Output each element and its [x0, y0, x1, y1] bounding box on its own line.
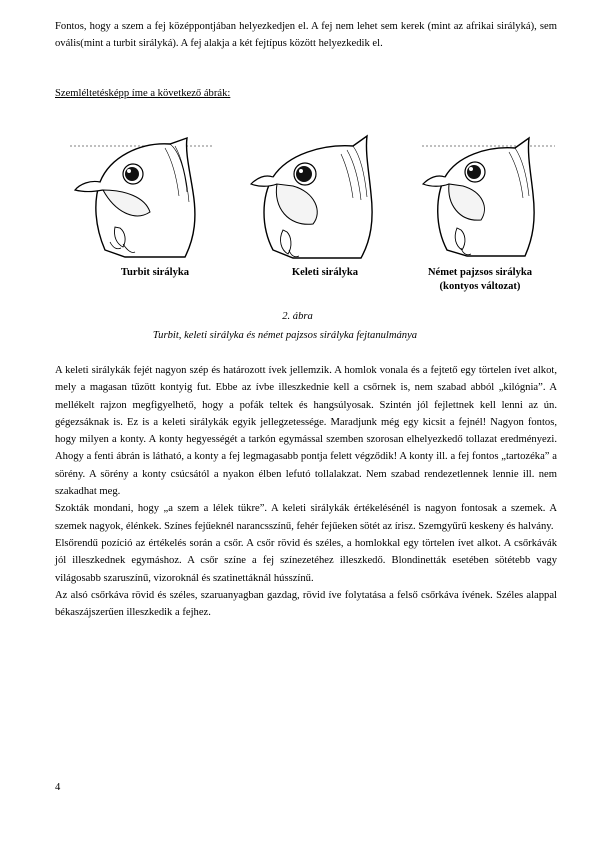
figure-title: Turbit, keleti sirályka és német pajzsos sirályka fejtanulmánya	[152, 330, 418, 341]
label-turbit: Turbit sirályka	[120, 267, 190, 278]
paragraph-head-shape: A keleti sirálykák fejét nagyon szép és határozott ívek jellemzik. A homlok vonala és a fejtető egy törtelen ívet alkot, mely a magasan tűzött kontyig fut. Ebbe az ívbe illeszkednie kell a csőrnek is, nem szabad abból „kilógnia”. A mellékelt rajzon megfigyelhető, hogy a pofák teltek és hangsúlyosak. Szintén jól fejlettnek kell lenni az ún. gégezsáknak is. Ez is a keleti sirálykák egyik jellegzetessége. Maradjunk még egy kicsit a fejnél! Nagyon fontos, hogy milyen a konty. A konty hegyességét a tarkón egymással szemben szorosan elhelyezkedő tollazat eredményezi. Ahogy a fenti ábrán is látható, a konty a fej legmagasabb pontja felett végződik! A konty ill. a fej fontos „tartozéka” a sörény. A sörény a konty csúcsától a nyakon élben lefutó tollalakzat. Nem szabad rendezetlennek lennie ill. nem szakadhat meg.	[55, 365, 557, 498]
page-number: 4	[55, 782, 61, 793]
body-text	[55, 362, 557, 621]
figure-heads	[55, 132, 557, 264]
intro-paragraph: Fontos, hogy a szem a fej középpontjában helyezkedjen el. A fej nem lehet sem kerek (mint az afrikai sirályká), sem ovális(mint a turbit sirályká). A fej alakja a két fejtípus között helyezkedik el.	[55, 21, 557, 50]
label-nemet-pajzsos: Német pajzsos sirályka (kontyos változat)	[427, 267, 533, 292]
nemet-pajzsos-head-drawing	[417, 132, 557, 262]
label-keleti: Keleti sirályka	[291, 267, 359, 278]
paragraph-lower-beak: Az alsó csőrkáva rövid és széles, szaruanyagban gazdag, rövid íve folytatása a felső csőrkáva ívének. Széles alappal békaszájszerűen illeszkedik a fejhez.	[55, 589, 557, 619]
paragraph-beak: Elsőrendű pozíció az értékelés során a csőr. A csőr rövid és széles, a homlokkal egy törtelen ívet alkot. A csőrkávák jól illeszkednek egymáshoz. A csőr színe a fej színezetéhez illeszkedő. Blondinetták esetében sötétebb vagy világosabb szaruszínű, vizoroknál és szatinettáknál hússzínű.	[55, 537, 557, 584]
paragraph-eyes: Szokták mondani, hogy „a szem a lélek tükre”. A keleti sirálykák értékelésénél is nagyon fontosak a szemek. A szemek nagyok, élénkek. Színes fejűeknél narancsszínű, fehér fejűeken sötét az írisz. Szemgyűrű keskeny és halvány.	[55, 503, 557, 532]
keleti-head-drawing	[243, 132, 393, 262]
figures-heading: Szemléltetésképp íme a következő ábrák:	[55, 88, 231, 99]
figure-number: 2. ábra	[282, 311, 313, 322]
turbit-head-drawing	[65, 132, 215, 262]
